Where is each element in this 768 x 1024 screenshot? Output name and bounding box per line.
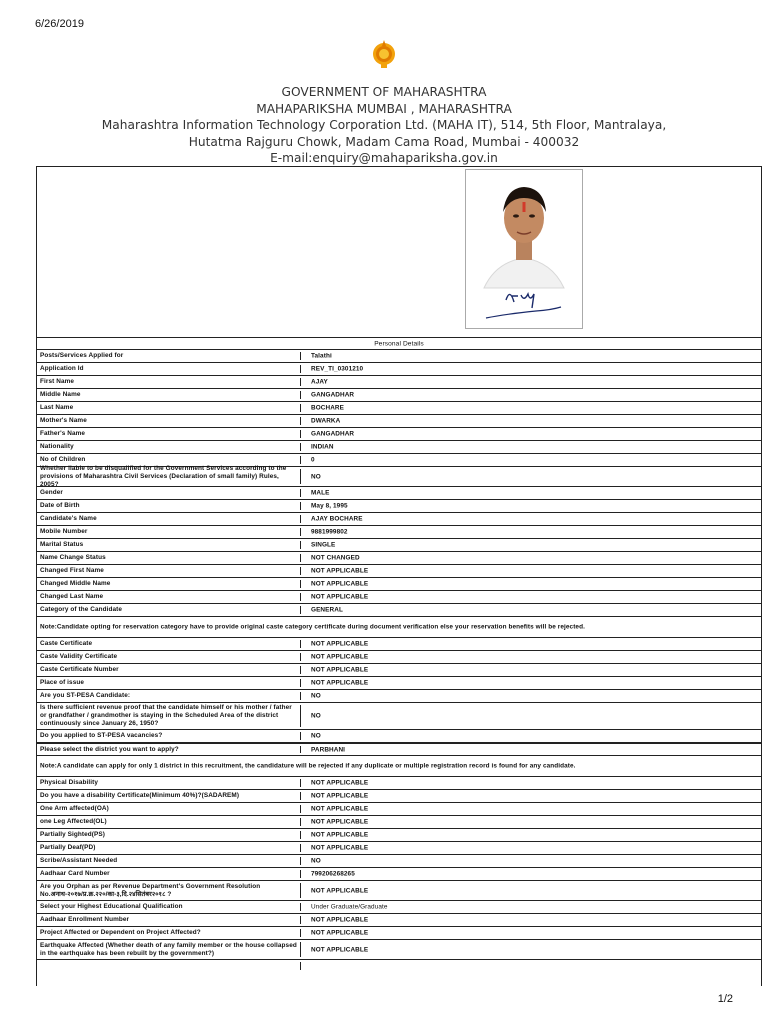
field-value: NOT APPLICABLE (311, 916, 369, 924)
field-value: May 8, 1995 (311, 502, 348, 510)
column-divider (300, 606, 301, 614)
table-row (37, 663, 761, 676)
note-row (37, 616, 761, 637)
column-divider (300, 456, 301, 464)
field-label: Name Change Status (40, 554, 106, 561)
field-value: NOT CHANGED (311, 554, 360, 562)
column-divider (300, 883, 301, 898)
field-label: Please select the district you want to apply? (40, 745, 179, 753)
table-row (37, 900, 761, 913)
field-value: NOT APPLICABLE (311, 779, 369, 787)
field-value: GENERAL (311, 606, 343, 614)
column-divider (300, 417, 301, 425)
column-divider (300, 929, 301, 937)
column-divider (300, 640, 301, 648)
column-divider (300, 679, 301, 687)
table-row (37, 538, 761, 551)
table-row (37, 362, 761, 375)
table-row (37, 828, 761, 841)
table-row (37, 802, 761, 815)
field-label: Middle Name (40, 391, 81, 398)
field-value: NOT APPLICABLE (311, 805, 369, 813)
field-value: NOT APPLICABLE (311, 831, 369, 839)
table-row (37, 603, 761, 616)
document-header (0, 84, 768, 167)
field-value: GANGADHAR (311, 430, 355, 438)
header-address-2: Hutatma Rajguru Chowk, Madam Cama Road, Mumbai - 400032 (188, 134, 580, 149)
column-divider (300, 580, 301, 588)
table-row (37, 414, 761, 427)
column-divider (300, 567, 301, 575)
field-label: First Name (40, 378, 75, 385)
header-mahapariksha: MAHAPARIKSHA MUMBAI , MAHARASHTRA (256, 101, 512, 116)
field-value: 799206268265 (311, 870, 355, 878)
field-label: Date of Birth (40, 502, 80, 509)
table-row (37, 867, 761, 880)
table-row (37, 841, 761, 854)
field-value: NOT APPLICABLE (311, 567, 369, 575)
table-row (37, 401, 761, 414)
field-label: Changed Middle Name (40, 580, 111, 587)
field-label: Last Name (40, 404, 74, 411)
column-divider (300, 469, 301, 484)
section-title-row (37, 337, 761, 349)
field-value: NOT APPLICABLE (311, 929, 369, 937)
column-divider (300, 746, 301, 753)
field-label: Changed First Name (40, 567, 104, 574)
note-row (37, 755, 761, 776)
field-label: Do you applied to ST-PESA vacancies? (40, 732, 163, 739)
field-value: NOT APPLICABLE (311, 844, 369, 852)
field-value: Talathi (311, 352, 332, 360)
table-row (37, 551, 761, 564)
field-label: Earthquake Affected (Whether death of any family member or the house collapsed in the earthquake has been rebuilt by the government?) (40, 941, 297, 957)
field-label: Is there sufficient revenue proof that the candidate himself or his mother / father or grandfather / grandmother is staying in the Scheduled Area of the district continuously since January 26, 1950? (40, 704, 292, 727)
table-row (37, 729, 761, 742)
column-divider (300, 653, 301, 661)
table-row (37, 512, 761, 525)
field-value: NOT APPLICABLE (311, 640, 369, 648)
field-label: Candidate's Name (40, 515, 97, 522)
column-divider (300, 942, 301, 957)
field-label: Partially Sighted(PS) (40, 831, 105, 838)
application-form (36, 166, 762, 986)
field-value: NO (311, 732, 321, 740)
table-row (37, 742, 761, 755)
field-label: Aadhaar Card Number (40, 870, 110, 877)
column-divider (300, 515, 301, 523)
header-address-1: Maharashtra Information Technology Corporation Ltd. (MAHA IT), 514, 5th Floor, Mantralaya, (101, 118, 667, 132)
table-row (37, 913, 761, 926)
field-label: Mother's Name (40, 417, 87, 424)
field-value: AJAY BOCHARE (311, 515, 363, 523)
table-row (37, 577, 761, 590)
column-divider (300, 831, 301, 839)
table-row (37, 815, 761, 828)
field-value: DWARKA (311, 417, 341, 425)
table-row (37, 650, 761, 663)
field-label: Category of the Candidate (40, 606, 123, 613)
column-divider (300, 818, 301, 826)
column-divider (300, 916, 301, 924)
field-label: Caste Validity Certificate (40, 653, 118, 660)
table-row (37, 789, 761, 802)
field-value: 0 (311, 456, 315, 464)
field-label: Application Id (40, 365, 84, 372)
personal-details-table (37, 337, 761, 972)
column-divider (300, 502, 301, 510)
table-row (37, 466, 761, 486)
field-value: MALE (311, 489, 330, 497)
field-label: Father's Name (40, 430, 86, 437)
field-label: Are you Orphan as per Revenue Department's Government Resolution No.अनाथ-२०१७/प्र.क्र.२२०/का-३,दि.२४सितंबर२०१८ ? (40, 882, 261, 898)
field-label: Do you have a disability Certificate(Minimum 40%)?(SADAREM) (40, 792, 240, 799)
column-divider (300, 391, 301, 399)
column-divider (300, 489, 301, 497)
table-row (37, 776, 761, 789)
table-row (37, 939, 761, 959)
table-row (37, 880, 761, 900)
field-value: SINGLE (311, 541, 336, 549)
field-label: Are you ST-PESA Candidate: (40, 692, 131, 699)
column-divider (300, 554, 301, 562)
field-label: Scribe/Assistant Needed (40, 857, 118, 864)
column-divider (300, 844, 301, 852)
field-value: NO (311, 712, 321, 720)
field-label: Aadhaar Enrollment Number (40, 916, 130, 923)
table-row (37, 440, 761, 453)
page-number: 1/2 (717, 993, 733, 1005)
section-title: Personal Details (374, 340, 424, 347)
field-value: NOT APPLICABLE (311, 653, 369, 661)
field-label: Project Affected or Dependent on Project Affected? (40, 929, 201, 936)
field-value: NO (311, 473, 321, 480)
column-divider (300, 903, 301, 911)
table-row (37, 676, 761, 689)
field-label: Caste Certificate (40, 640, 93, 647)
field-label: Caste Certificate Number (40, 666, 119, 673)
table-row (37, 349, 761, 362)
table-row (37, 375, 761, 388)
field-label: one Leg Affected(OL) (40, 818, 107, 825)
table-row (37, 427, 761, 440)
column-divider (300, 404, 301, 412)
maharashtra-emblem-icon (372, 38, 396, 70)
field-value: BOCHARE (311, 404, 345, 412)
note-text: Note:A candidate can apply for only 1 district in this recruitment, the candidature will be rejected if any duplicate or multiple registration record is found for any candidate. (40, 762, 576, 770)
candidate-photo (465, 169, 583, 329)
field-value: INDIAN (311, 443, 334, 451)
column-divider (300, 430, 301, 438)
header-email: E-mail:enquiry@mahapariksha.gov.in (270, 151, 498, 165)
field-label: Physical Disability (40, 779, 99, 786)
field-value: NOT APPLICABLE (311, 580, 369, 588)
table-row (37, 388, 761, 401)
column-divider (300, 666, 301, 674)
column-divider (300, 962, 301, 970)
field-label: Select your Highest Educational Qualification (40, 903, 183, 910)
column-divider (300, 443, 301, 451)
table-row (37, 525, 761, 538)
field-label: Partially Deaf(PD) (40, 844, 96, 851)
field-value: NOT APPLICABLE (311, 818, 369, 826)
field-label: Place of issue (40, 679, 85, 686)
field-value: 9881999802 (311, 528, 348, 536)
field-value: NOT APPLICABLE (311, 792, 369, 800)
table-row (37, 499, 761, 512)
field-value: Under Graduate/Graduate (311, 903, 388, 911)
table-row (37, 854, 761, 867)
header-government: GOVERNMENT OF MAHARASHTRA (281, 85, 487, 99)
field-value: NOT APPLICABLE (311, 679, 369, 687)
table-row (37, 564, 761, 577)
field-label: Mobile Number (40, 528, 88, 535)
field-value: PARBHANI (311, 746, 346, 753)
table-row (37, 689, 761, 702)
column-divider (300, 528, 301, 536)
field-value: NOT APPLICABLE (311, 593, 369, 601)
table-row (37, 702, 761, 729)
table-row (37, 486, 761, 499)
field-value: AJAY (311, 378, 328, 386)
field-value: NO (311, 692, 321, 700)
column-divider (300, 705, 301, 727)
column-divider (300, 365, 301, 373)
column-divider (300, 779, 301, 787)
column-divider (300, 792, 301, 800)
field-value: NOT APPLICABLE (311, 946, 369, 953)
field-value: REV_TI_0301210 (311, 365, 364, 373)
table-row (37, 926, 761, 939)
column-divider (300, 732, 301, 740)
column-divider (300, 352, 301, 360)
print-date: 6/26/2019 (35, 18, 84, 30)
table-row (37, 590, 761, 603)
field-label: No of Children (40, 456, 86, 463)
field-label: Gender (40, 489, 63, 496)
column-divider (300, 870, 301, 878)
field-value: GANGADHAR (311, 391, 355, 399)
field-label: Nationality (40, 443, 74, 450)
field-value: NOT APPLICABLE (311, 887, 369, 894)
field-label: Changed Last Name (40, 593, 104, 600)
column-divider (300, 857, 301, 865)
field-label: Whether liable to be disqualified for the Government Services according to the provisions of Maharashtra Civil Services (Declaration of small family) Rules, 2005? (40, 464, 287, 488)
field-value: NO (311, 857, 321, 865)
column-divider (300, 593, 301, 601)
column-divider (300, 378, 301, 386)
note-text: Note:Candidate opting for reservation category have to provide original caste category certificate during document verification else your reservation benefits will be rejected. (40, 623, 585, 631)
candidate-photo-image (466, 170, 582, 328)
field-label: Marital Status (40, 541, 84, 548)
field-label: Posts/Services Applied for (40, 352, 124, 359)
field-label: One Arm affected(OA) (40, 805, 109, 812)
field-value: NOT APPLICABLE (311, 666, 369, 674)
table-row (37, 959, 761, 972)
column-divider (300, 692, 301, 700)
column-divider (300, 805, 301, 813)
column-divider (300, 541, 301, 549)
table-row (37, 637, 761, 650)
